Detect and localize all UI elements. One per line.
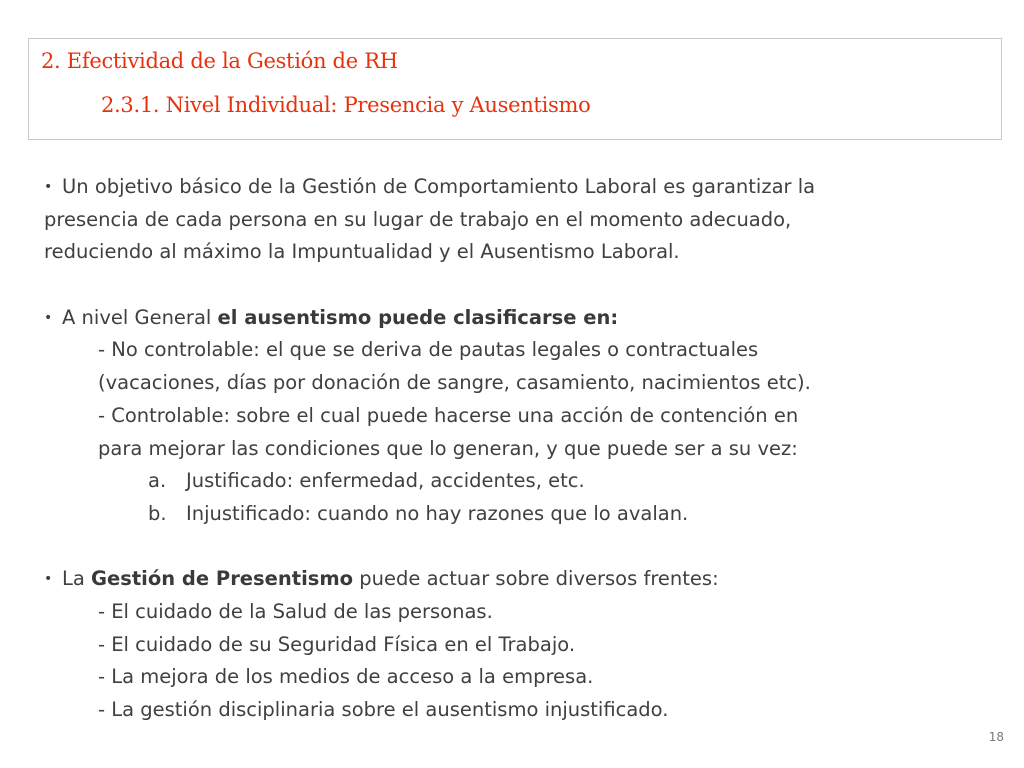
list-item: - Controlable: sobre el cual puede hacerse una acción de contención en	[98, 403, 799, 427]
bullet-item	[44, 563, 994, 596]
bullet-text: A nivel General	[62, 305, 218, 329]
bullet-text: puede actuar sobre diversos frentes:	[353, 567, 719, 591]
bullet-item	[44, 171, 994, 204]
bullet-icon: •	[44, 179, 53, 195]
sub-list-letter: a.	[148, 469, 167, 493]
bullet-emphasis: Gestión de Presentismo	[91, 567, 354, 591]
slide-body	[44, 171, 994, 727]
bullet-continuation: reduciendo al máximo la Impuntualidad y el Ausentismo Laboral.	[44, 240, 680, 264]
bullet-continuation: presencia de cada persona en su lugar de trabajo en el momento adecuado,	[44, 207, 792, 231]
spacer	[44, 269, 994, 302]
page-number: 18	[988, 730, 1004, 744]
sub-list-item	[44, 465, 994, 498]
slide-subtitle: 2.3.1. Nivel Individual: Presencia y Ausentismo	[101, 93, 591, 117]
list-item: - El cuidado de su Seguridad Física en el Trabajo.	[98, 632, 576, 656]
slide-title: 2. Efectividad de la Gestión de RH	[41, 49, 398, 73]
bullet-text: Un objetivo básico de la Gestión de Comportamiento Laboral es garantizar la	[62, 175, 816, 198]
bullet-item	[44, 302, 994, 335]
list-item-continuation: para mejorar las condiciones que lo generan, y que puede ser a su vez:	[98, 436, 798, 460]
spacer	[44, 531, 994, 564]
bullet-text: La	[62, 567, 92, 591]
slide-title-box	[28, 38, 1002, 140]
sub-list-item	[44, 498, 994, 531]
bullet-icon: •	[44, 309, 53, 326]
sub-list-text: Justificado: enfermedad, accidentes, etc.	[186, 469, 585, 493]
sub-list-text: Injustificado: cuando no hay razones que lo avalan.	[186, 501, 689, 525]
bullet-icon: •	[44, 571, 53, 588]
list-item: - La gestión disciplinaria sobre el ausentismo injustificado.	[98, 698, 669, 721]
bullet-emphasis: el ausentismo puede clasificarse en:	[217, 305, 619, 329]
list-item: - El cuidado de la Salud de las personas.	[98, 599, 493, 623]
sub-list-letter: b.	[148, 501, 167, 525]
list-item: - No controlable: el que se deriva de pautas legales o contractuales	[98, 338, 759, 362]
list-item: - La mejora de los medios de acceso a la empresa.	[98, 665, 594, 689]
list-item-continuation: (vacaciones, días por donación de sangre, casamiento, nacimientos etc).	[98, 371, 811, 395]
